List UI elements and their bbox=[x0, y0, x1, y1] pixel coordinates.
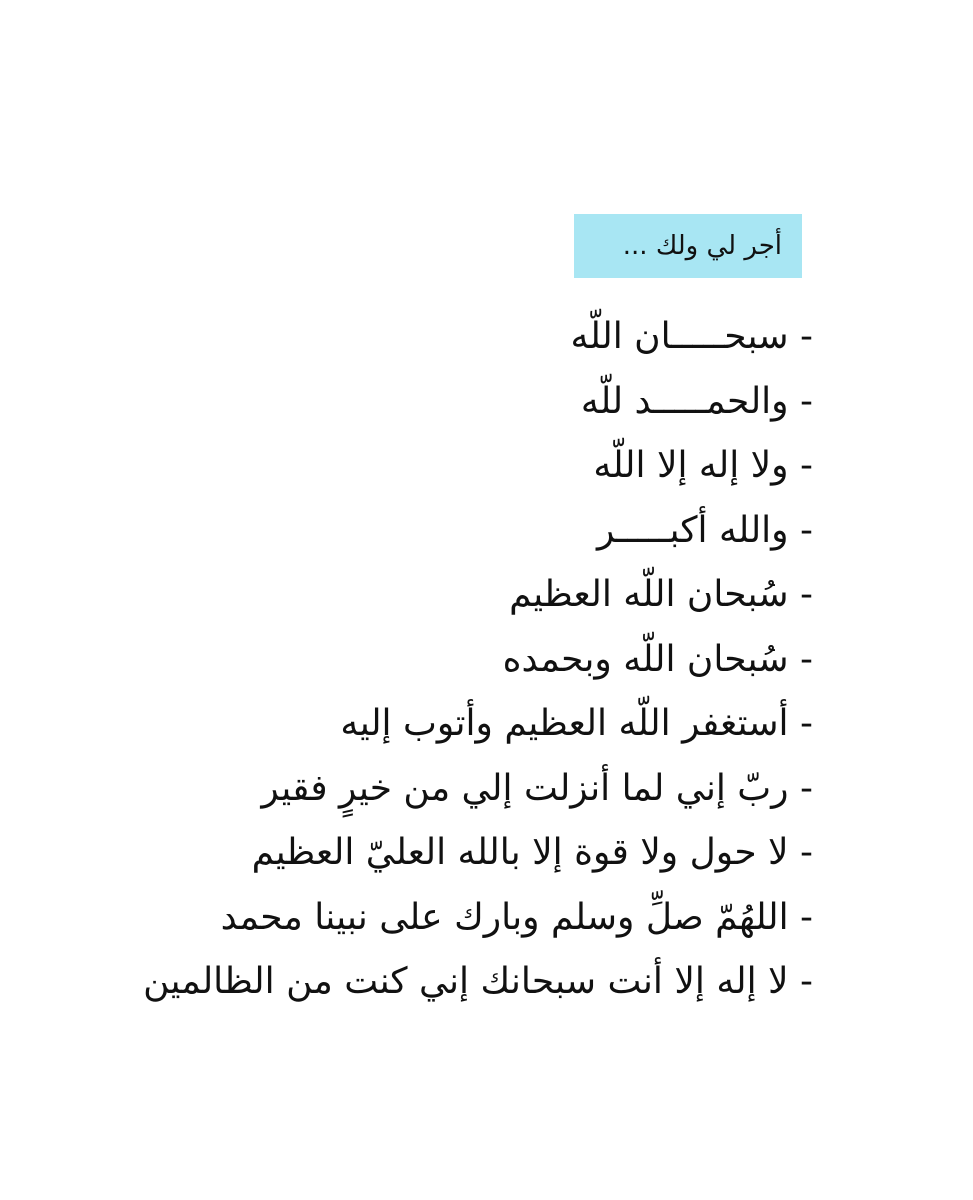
dhikr-list bbox=[143, 305, 813, 1015]
dhikr-text: - والله أكبـــــر bbox=[596, 509, 813, 551]
dhikr-text: - سبحـــــان اللّه bbox=[570, 316, 813, 358]
dhikr-text: - ولا إله إلا اللّه bbox=[593, 445, 813, 487]
dhikr-text: - أستغفر اللّه العظيم وأتوب إليه bbox=[340, 703, 813, 745]
dhikr-item bbox=[143, 757, 813, 822]
header-banner bbox=[574, 214, 802, 278]
dhikr-text: - لا حول ولا قوة إلا بالله العليّ العظيم bbox=[251, 832, 813, 874]
dhikr-item bbox=[143, 305, 813, 370]
dhikr-item bbox=[143, 950, 813, 1015]
dhikr-text: - سُبحان اللّه العظيم bbox=[509, 574, 813, 616]
dhikr-text: - لا إله إلا أنت سبحانك إني كنت من الظالمين bbox=[143, 961, 813, 1003]
dhikr-text: - سُبحان اللّه وبحمده bbox=[502, 638, 813, 680]
header-title: أجر لي ولك ... bbox=[622, 231, 782, 261]
dhikr-item bbox=[143, 692, 813, 757]
dhikr-item bbox=[143, 886, 813, 951]
dhikr-item bbox=[143, 628, 813, 693]
dhikr-text: - ربّ إني لما أنزلت إلي من خيرٍ فقير bbox=[261, 767, 813, 809]
dhikr-item bbox=[143, 370, 813, 435]
dhikr-item bbox=[143, 821, 813, 886]
dhikr-item bbox=[143, 563, 813, 628]
dhikr-text: - والحمـــــد للّه bbox=[580, 380, 813, 422]
dhikr-item bbox=[143, 434, 813, 499]
dhikr-text: - اللهُمّ صلِّ وسلم وبارك على نبينا محمد bbox=[220, 896, 813, 938]
dhikr-item bbox=[143, 499, 813, 564]
